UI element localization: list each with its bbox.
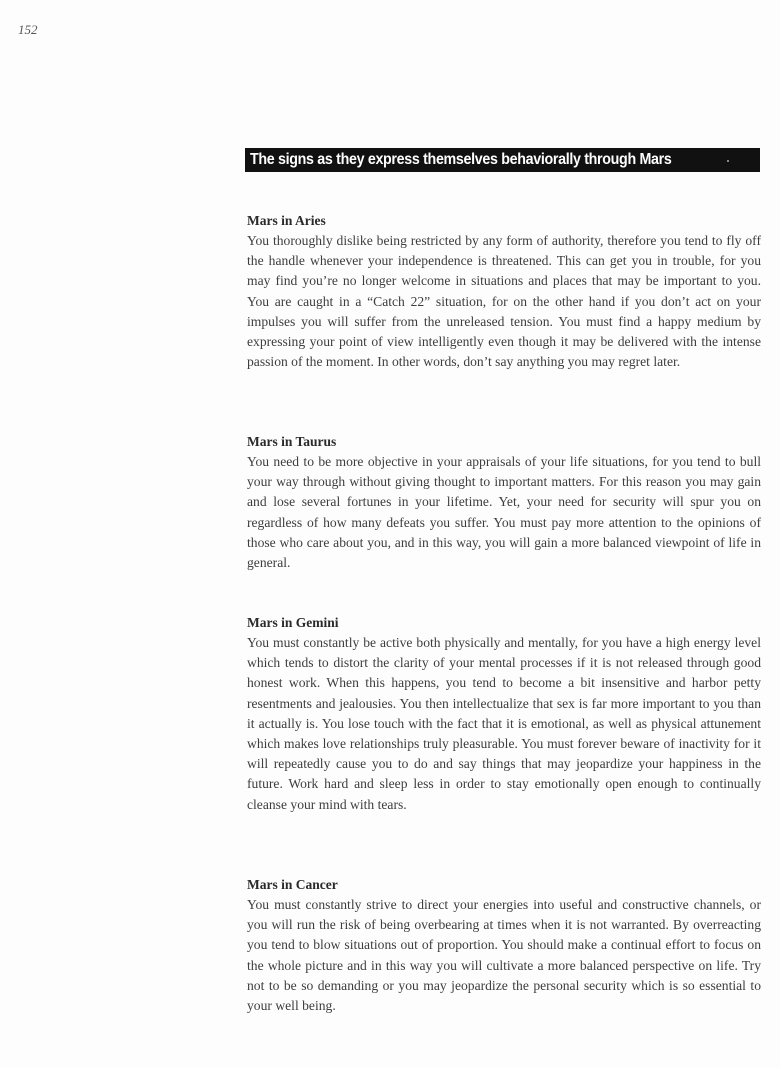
entry-heading: Mars in Aries [247,213,326,228]
entry-mars-in-cancer [247,875,761,1016]
entry-body: You need to be more objective in your appraisals of your life situations, for you tend to bull your way through without giving thought to important matters. For this reason you may gain and lose several fortunes in your lifetime. Yet, your need for security will spur you on regardless of how many defeats you suffer. You must pay more attention to the opinions of those who care about you, and in this way, you will gain a more balanced viewpoint of life in general. [247,454,761,571]
section-title-banner [245,148,760,172]
entry-mars-in-aries [247,211,761,372]
page-number: 152 [18,22,38,37]
entry-heading: Mars in Taurus [247,434,337,449]
entry-heading: Mars in Cancer [247,877,338,892]
entry-mars-in-gemini [247,613,761,815]
entry-body: You must constantly strive to direct your energies into useful and constructive channels, or you will run the risk of being overbearing at times when it is not warranted. By overreacting you tend to blow situations out of proportion. You should make a continual effort to focus on the whole picture and in this way you will cultivate a more balanced perspective on life. Try not to be so demanding or you may jeopardize the personal security which is so essential to your well being. [247,897,761,1014]
banner-dot [727,160,729,162]
entry-body: You thoroughly dislike being restricted by any form of authority, therefore you tend to fly off the handle whenever your independence is threatened. This can get you in trouble, for you may find you’re no longer welcome in situations and places that may be important to you. You are caught in a “Catch 22” situation, for on the other hand if you don’t act on your impulses you will suffer from the unreleased tension. You must find a happy medium by expressing your point of view intelligently even though it may be delivered with the intense passion of the moment. In other words, don’t say anything you may regret later. [247,233,761,370]
section-title: The signs as they express themselves behaviorally through Mars [250,151,672,168]
entry-heading: Mars in Gemini [247,615,339,630]
entry-mars-in-taurus [247,432,761,573]
entry-body: You must constantly be active both physically and mentally, for you have a high energy level which tends to distort the clarity of your mental processes if it is not released through good honest work. When this happens, you tend to become a bit insensitive and harbor petty resentments and jealousies. You then intellectualize that sex is far more important to you than it actually is. You lose touch with the fact that it is emotional, as well as physical attunement which makes love relationships truly pleasurable. You must forever beware of inactivity for it will repeatedly cause you to do and say things that may jeopardize your happiness in the future. Work hard and sleep less in order to stay emotionally open enough to continually cleanse your mind with tears. [247,635,761,812]
